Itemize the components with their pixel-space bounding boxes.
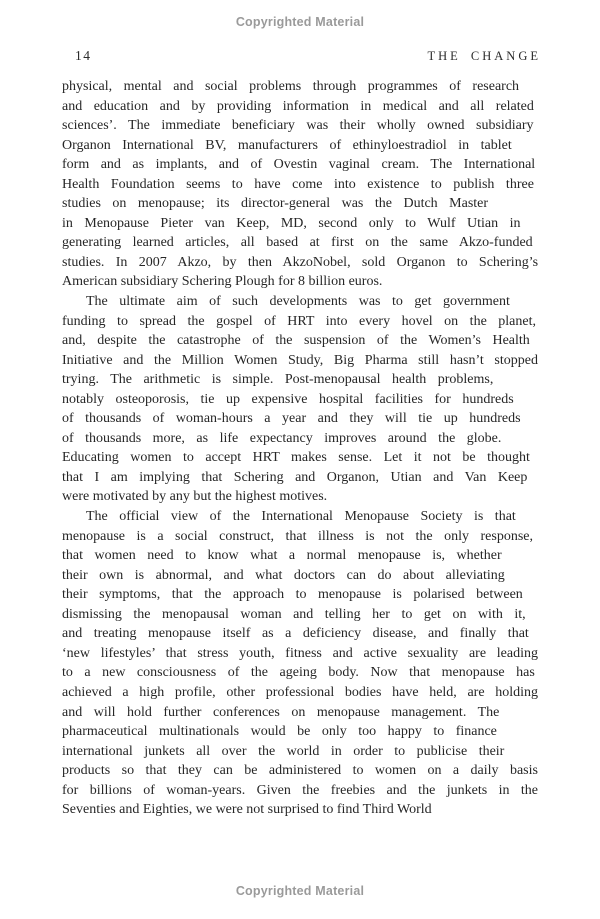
running-title: THE CHANGE (427, 49, 541, 63)
text-line (62, 663, 538, 683)
text-line (62, 487, 538, 507)
text-line (62, 253, 538, 273)
text-line-content: to a new consciousness of the ageing body. Now that menopause has (62, 665, 535, 681)
text-line-content: form and as implants, and of Ovestin vaginal cream. The International (62, 157, 536, 173)
text-line (62, 77, 538, 97)
text-line-content: for billions of woman-years. Given the freebies and the junkets in the (62, 782, 539, 798)
text-line-content: that I am implying that Schering and Organon, Utian and Van Keep (62, 469, 528, 485)
text-line-content: and will hold further conferences on menopause management. The (62, 704, 500, 720)
text-line-content: The official view of the International Menopause Society is that (86, 509, 516, 525)
text-line (62, 331, 538, 351)
text-line-content: notably osteoporosis, tie up expensive hospital facilities for hundreds (62, 391, 514, 407)
text-line-content: products so that they can be administered to women on a daily basis (62, 763, 538, 779)
text-line (62, 390, 538, 410)
text-line (62, 703, 538, 723)
text-line (62, 468, 538, 488)
text-line-content: in Menopause Pieter van Keep, MD, second only to Wulf Utian in (62, 215, 521, 231)
text-line-content: Health Foundation seems to have come into existence to publish three (62, 176, 534, 192)
text-line-content: Initiative and the Million Women Study, Big Pharma still hasn’t stopped (62, 352, 538, 368)
text-line (62, 507, 538, 527)
text-line (62, 429, 538, 449)
text-line-content: ‘new lifestyles’ that stress youth, fitness and active sexuality are leading (62, 645, 538, 661)
text-line-content: dismissing the menopausal woman and telling her to get on with it, (62, 606, 526, 622)
text-line-content: that women need to know what a normal menopause is, whether (62, 548, 502, 564)
text-line (62, 233, 538, 253)
text-line (62, 644, 538, 664)
text-line (62, 312, 538, 332)
text-line-content: studies on menopause; its director-general was the Dutch Master (62, 196, 489, 212)
text-line-content: achieved a high profile, other professional bodies have held, are holding (62, 684, 539, 700)
text-line-content: physical, mental and social problems through programmes of research (62, 79, 520, 94)
text-line (62, 155, 538, 175)
text-line (62, 448, 538, 468)
text-line (62, 624, 538, 644)
body-text (62, 77, 538, 820)
text-line-content: and, despite the catastrophe of the suspension of the Women’s Health (62, 333, 530, 349)
text-line (62, 97, 538, 117)
text-line (62, 683, 538, 703)
text-line (62, 175, 538, 195)
text-line-content: and treating menopause itself as a deficiency disease, and finally that (62, 626, 529, 642)
text-line (62, 194, 538, 214)
text-line-content: their symptoms, that the approach to menopause is polarised between (62, 587, 523, 603)
text-line-content: American subsidiary Schering Plough for 8 billion euros. (62, 274, 383, 290)
text-line (62, 527, 538, 547)
text-line (62, 742, 538, 762)
text-line-content: sciences’. The immediate beneficiary was their wholly owned subsidiary (62, 118, 534, 134)
text-line (62, 800, 538, 820)
text-line-content: of thousands of woman-hours a year and they will tie up hundreds (62, 411, 521, 427)
text-line (62, 546, 538, 566)
text-line-content: The ultimate aim of such developments was to get government (86, 294, 510, 310)
text-line-content: international junkets all over the world in order to publicise their (62, 743, 505, 759)
text-line-content: funding to spread the gospel of HRT into every hovel on the planet, (62, 313, 536, 329)
text-line-content: and education and by providing information in medical and all related (62, 98, 534, 114)
text-line (62, 214, 538, 234)
page-number: 14 (75, 48, 92, 63)
paragraph (62, 292, 538, 507)
text-line (62, 292, 538, 312)
text-line-content: were motivated by any but the highest motives. (62, 489, 328, 505)
text-line (62, 136, 538, 156)
text-line-content: of thousands more, as life expectancy improves around the globe. (62, 430, 502, 446)
text-line-content: Seventies and Eighties, we were not surprised to find Third World (62, 802, 432, 818)
text-line (62, 761, 538, 781)
text-line (62, 272, 538, 292)
text-line (62, 781, 538, 801)
copyright-watermark-bottom: Copyrighted Material (235, 884, 365, 898)
text-line-content: trying. The arithmetic is simple. Post-menopausal health problems, (62, 372, 494, 388)
copyright-watermark-top: Copyrighted Material (235, 15, 365, 29)
paragraph (62, 77, 538, 292)
text-line (62, 351, 538, 371)
text-line (62, 566, 538, 586)
text-line-content: generating learned articles, all based at first on the same Akzo-funded (62, 235, 533, 251)
text-line-content: their own is abnormal, and what doctors can do about alleviating (62, 567, 505, 583)
text-line-content: Organon International BV, manufacturers of ethinyloestradiol in tablet (62, 137, 512, 153)
text-line-content: pharmaceutical multinationals would be only too happy to finance (62, 724, 497, 740)
text-line (62, 585, 538, 605)
text-line (62, 116, 538, 136)
text-line-content: Educating women to accept HRT makes sense. Let it not be thought (62, 450, 530, 466)
text-line (62, 722, 538, 742)
paragraph (62, 507, 538, 820)
text-line-content: studies. In 2007 Akzo, by then AkzoNobel, sold Organon to Schering’s (62, 254, 539, 270)
page-header (62, 48, 541, 64)
text-line (62, 409, 538, 429)
text-line (62, 370, 538, 390)
text-line-content: menopause is a social construct, that illness is not the only response, (62, 528, 533, 544)
text-line (62, 605, 538, 625)
